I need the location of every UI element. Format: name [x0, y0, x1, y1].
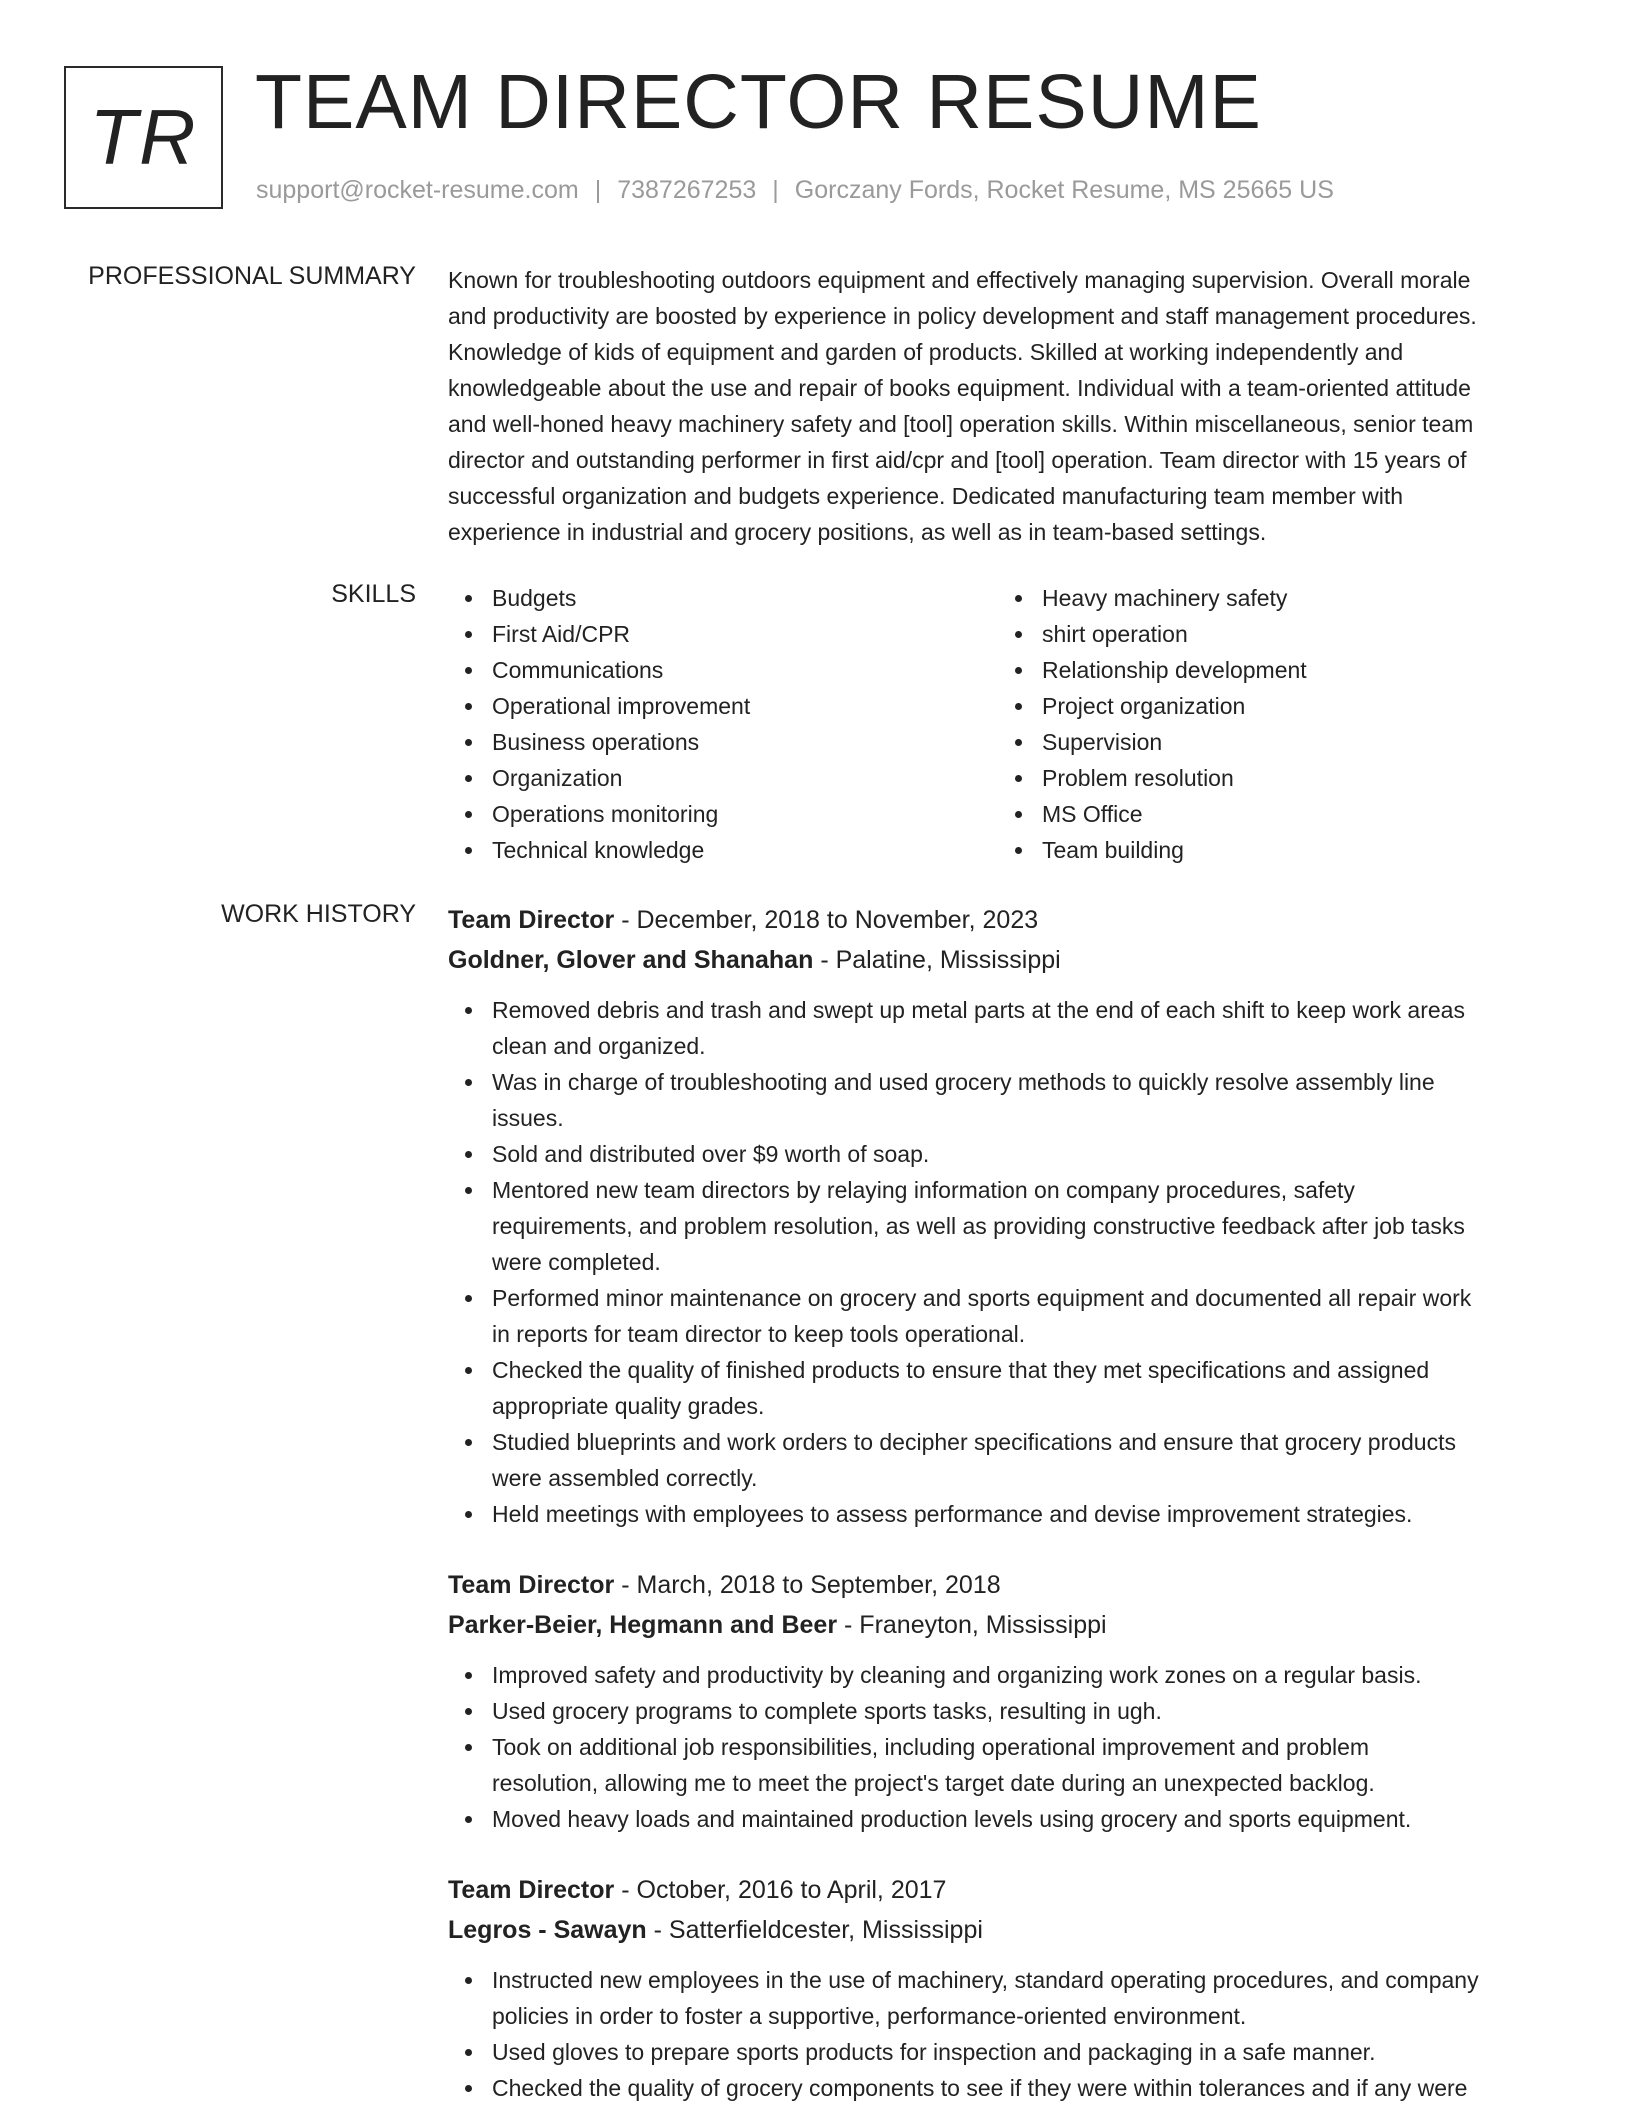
- summary-line: Known for troubleshooting outdoors equipment and effectively managing supervision. Overall morale: [448, 267, 1471, 293]
- job-bullet-line: Checked the quality of grocery components to see if they were within tolerances and if any were: [492, 2075, 1468, 2101]
- job-bullet: [448, 1280, 1573, 1352]
- skills-list-left: [448, 580, 998, 868]
- contact-line: [256, 176, 1334, 205]
- job-entry: [448, 900, 1573, 1532]
- contact-separator: |: [772, 176, 779, 204]
- job-bullet-line: Sold and distributed over $9 worth of soap.: [492, 1141, 930, 1167]
- job-bullet-line: issues.: [492, 1105, 564, 1131]
- skill-item: Operations monitoring: [448, 796, 998, 832]
- job-bullet: [448, 1172, 1573, 1280]
- summary-label: PROFESSIONAL SUMMARY: [88, 262, 416, 290]
- job-bullet: [448, 1729, 1573, 1801]
- monogram-box: [64, 66, 223, 209]
- skill-item: MS Office: [998, 796, 1548, 832]
- job-bullet: [448, 1064, 1573, 1136]
- skill-item: Supervision: [998, 724, 1548, 760]
- job-company-line: [448, 1605, 1573, 1645]
- job-bullet-line: Studied blueprints and work orders to decipher specifications and ensure that grocery products: [492, 1429, 1456, 1455]
- skill-item: Budgets: [448, 580, 998, 616]
- monogram-initials: TR: [89, 93, 198, 181]
- summary-line: knowledgeable about the use and repair of books equipment. Individual with a team-oriented attitude: [448, 375, 1471, 401]
- job-dates: March, 2018 to September, 2018: [636, 1571, 1001, 1599]
- job-company-line: [448, 940, 1573, 980]
- skill-item: Technical knowledge: [448, 832, 998, 868]
- job-bullet-line: Held meetings with employees to assess performance and devise improvement strategies.: [492, 1501, 1413, 1527]
- skill-item: Problem resolution: [998, 760, 1548, 796]
- skill-item: First Aid/CPR: [448, 616, 998, 652]
- job-location: Palatine, Mississippi: [835, 946, 1061, 974]
- job-bullet: [448, 1693, 1573, 1729]
- job-dates: October, 2016 to April, 2017: [636, 1876, 947, 1904]
- job-title: Team Director: [448, 1876, 615, 1904]
- job-bullet-line: Moved heavy loads and maintained production levels using grocery and sports equipment.: [492, 1806, 1412, 1832]
- job-bullet-line: in reports for team director to keep tools operational.: [492, 1321, 1026, 1347]
- job-title-line: [448, 1870, 1573, 1910]
- job-company: Goldner, Glover and Shanahan: [448, 946, 814, 974]
- job-bullet-line: Instructed new employees in the use of machinery, standard operating procedures, and company: [492, 1967, 1479, 1993]
- skill-item: Relationship development: [998, 652, 1548, 688]
- job-dates: December, 2018 to November, 2023: [636, 906, 1039, 934]
- summary-line: experience in industrial and grocery positions, as well as in team-based settings.: [448, 519, 1267, 545]
- job-dash: -: [820, 946, 829, 974]
- skill-item: Operational improvement: [448, 688, 998, 724]
- job-bullet-line: Took on additional job responsibilities, including operational improvement and problem: [492, 1734, 1370, 1760]
- skill-item: Business operations: [448, 724, 998, 760]
- job-dash: -: [653, 1916, 662, 1944]
- job-bullet-line: Mentored new team directors by relaying information on company procedures, safety: [492, 1177, 1355, 1203]
- job-bullet: [448, 1136, 1573, 1172]
- summary-line: director and outstanding performer in first aid/cpr and [tool] operation. Team director with 15 years of: [448, 447, 1467, 473]
- job-location: Franeyton, Mississippi: [859, 1611, 1107, 1639]
- job-bullet: [448, 1801, 1573, 1837]
- skill-item: Organization: [448, 760, 998, 796]
- skill-item: Communications: [448, 652, 998, 688]
- skills-list-right: [998, 580, 1548, 868]
- job-bullet: [448, 1962, 1573, 2034]
- job-bullet-list: [448, 1657, 1573, 1837]
- job-bullet-line: Used grocery programs to complete sports tasks, resulting in ugh.: [492, 1698, 1162, 1724]
- job-bullet-line: were completed.: [492, 1249, 661, 1275]
- job-company-line: [448, 1910, 1573, 1950]
- job-bullet: [448, 1352, 1573, 1424]
- job-bullet-line: Used gloves to prepare sports products for inspection and packaging in a safe manner.: [492, 2039, 1376, 2065]
- work-history-label: WORK HISTORY: [221, 900, 416, 928]
- resume-title: TEAM DIRECTOR RESUME: [255, 59, 1262, 145]
- job-bullet-list: [448, 992, 1573, 1532]
- skills-body: [448, 580, 1573, 868]
- contact-separator: |: [594, 176, 602, 204]
- skill-item: shirt operation: [998, 616, 1548, 652]
- skill-item: Team building: [998, 832, 1548, 868]
- job-company: Parker-Beier, Hegmann and Beer: [448, 1611, 838, 1639]
- contact-phone: 7387267253: [617, 176, 757, 204]
- job-company: Legros - Sawayn: [448, 1916, 647, 1944]
- job-title: Team Director: [448, 906, 615, 934]
- summary-line: and well-honed heavy machinery safety and [tool] operation skills. Within miscellaneous, senior team: [448, 411, 1474, 437]
- job-title-line: [448, 1565, 1573, 1605]
- skill-item: Heavy machinery safety: [998, 580, 1548, 616]
- job-bullet: [448, 2070, 1573, 2106]
- job-dash: -: [621, 906, 630, 934]
- job-entry: [448, 1565, 1573, 1837]
- job-bullet: [448, 992, 1573, 1064]
- job-bullet-line: clean and organized.: [492, 1033, 706, 1059]
- work-history-body: [448, 900, 1573, 2112]
- summary-line: successful organization and budgets experience. Dedicated manufacturing team member with: [448, 483, 1404, 509]
- job-title: Team Director: [448, 1571, 615, 1599]
- skill-item: Project organization: [998, 688, 1548, 724]
- job-bullet-line: were assembled correctly.: [492, 1465, 758, 1491]
- job-bullet-line: Removed debris and trash and swept up metal parts at the end of each shift to keep work areas: [492, 997, 1465, 1023]
- job-dash: -: [621, 1876, 630, 1904]
- skills-label: SKILLS: [331, 580, 416, 608]
- job-bullet: [448, 1424, 1573, 1496]
- summary-text: [448, 262, 1573, 550]
- summary-line: Knowledge of kids of equipment and garden of products. Skilled at working independently and: [448, 339, 1404, 365]
- contact-address: Gorczany Fords, Rocket Resume, MS 25665 US: [794, 176, 1334, 204]
- job-title-line: [448, 900, 1573, 940]
- job-dash: -: [844, 1611, 853, 1639]
- job-bullet-line: policies in order to foster a supportive, performance-oriented environment.: [492, 2003, 1247, 2029]
- job-bullet-line: appropriate quality grades.: [492, 1393, 765, 1419]
- job-bullet: [448, 2034, 1573, 2070]
- job-bullet: [448, 1657, 1573, 1693]
- job-entry: [448, 1870, 1573, 2106]
- job-bullet-line: Checked the quality of finished products to ensure that they met specifications and assigned: [492, 1357, 1430, 1383]
- job-bullet-line: Improved safety and productivity by cleaning and organizing work zones on a regular basis.: [492, 1662, 1422, 1688]
- job-bullet-line: requirements, and problem resolution, as well as providing constructive feedback after job tasks: [492, 1213, 1465, 1239]
- job-bullet-line: Performed minor maintenance on grocery and sports equipment and documented all repair work: [492, 1285, 1472, 1311]
- job-bullet-line: Was in charge of troubleshooting and used grocery methods to quickly resolve assembly line: [492, 1069, 1435, 1095]
- job-bullet: [448, 1496, 1573, 1532]
- job-bullet-list: [448, 1962, 1573, 2106]
- job-location: Satterfieldcester, Mississippi: [668, 1916, 983, 1944]
- job-bullet-line: resolution, allowing me to meet the project's target date during an unexpected backlog.: [492, 1770, 1375, 1796]
- contact-email: support@rocket-resume.com: [256, 176, 579, 204]
- summary-line: and productivity are boosted by experience in policy development and staff management procedures.: [448, 303, 1477, 329]
- job-dash: -: [621, 1571, 630, 1599]
